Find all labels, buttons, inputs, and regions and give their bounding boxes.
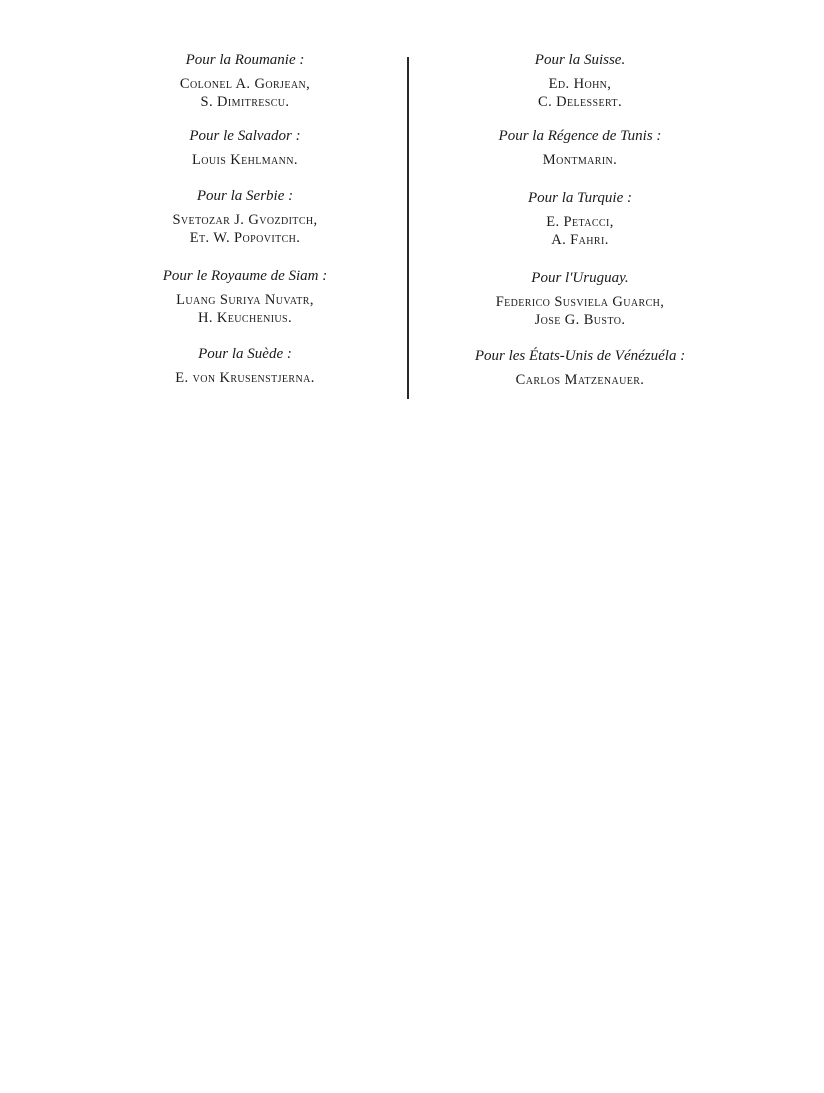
- signature-block-tunis: [455, 126, 705, 188]
- signatory-name: Montmarin.: [542, 152, 618, 168]
- signature-block-turquie: [455, 188, 705, 268]
- signatory-name: C. Delessert.: [538, 94, 622, 110]
- country-heading: Pour la Suisse.: [534, 52, 626, 68]
- signatory-name: Et. W. Popovitch.: [189, 230, 301, 246]
- signature-block-roumanie: [140, 50, 350, 126]
- signatory-name: Louis Kehlmann.: [192, 152, 298, 168]
- country-heading: Pour la Serbie :: [196, 188, 294, 204]
- signatory-name: Ed. Hohn,: [548, 76, 612, 92]
- signature-block-uruguay: [455, 268, 705, 346]
- signature-block-siam: [140, 266, 350, 344]
- signatory-name: Carlos Matzenauer.: [515, 372, 645, 388]
- signatory-name: E. von Krusenstjerna.: [175, 370, 315, 386]
- country-heading: Pour le Royaume de Siam :: [162, 268, 328, 284]
- right-signature-column: [455, 50, 705, 389]
- country-heading: Pour les États-Unis de Vénézuéla :: [474, 348, 686, 364]
- signatory-name: H. Keuchenius.: [197, 310, 293, 326]
- signature-block-suede: [140, 344, 350, 387]
- country-heading: Pour la Roumanie :: [185, 52, 305, 68]
- signatory-name: A. Fahri.: [551, 232, 609, 248]
- signature-block-venezuela: [455, 346, 705, 389]
- signature-block-salvador: [140, 126, 350, 186]
- country-heading: Pour la Turquie :: [527, 190, 633, 206]
- signatory-name: Colonel A. Gorjean,: [179, 76, 311, 92]
- country-heading: Pour le Salvador :: [189, 128, 301, 144]
- column-divider: [407, 57, 409, 399]
- signature-block-suisse: [455, 50, 705, 126]
- signatory-name: Svetozar J. Gvozditch,: [172, 212, 318, 228]
- signatory-name: S. Dimitrescu.: [200, 94, 290, 110]
- country-heading: Pour l'Uruguay.: [531, 270, 629, 286]
- signatory-name: E. Petacci,: [546, 214, 614, 230]
- signatory-name: Luang Suriya Nuvatr,: [176, 292, 314, 308]
- signature-block-serbie: [140, 186, 350, 266]
- signatory-name: Jose G. Busto.: [534, 312, 626, 328]
- left-signature-column: [140, 50, 350, 387]
- country-heading: Pour la Suède :: [198, 346, 292, 362]
- signatory-name: Federico Susviela Guarch,: [495, 294, 665, 310]
- country-heading: Pour la Régence de Tunis :: [498, 128, 662, 144]
